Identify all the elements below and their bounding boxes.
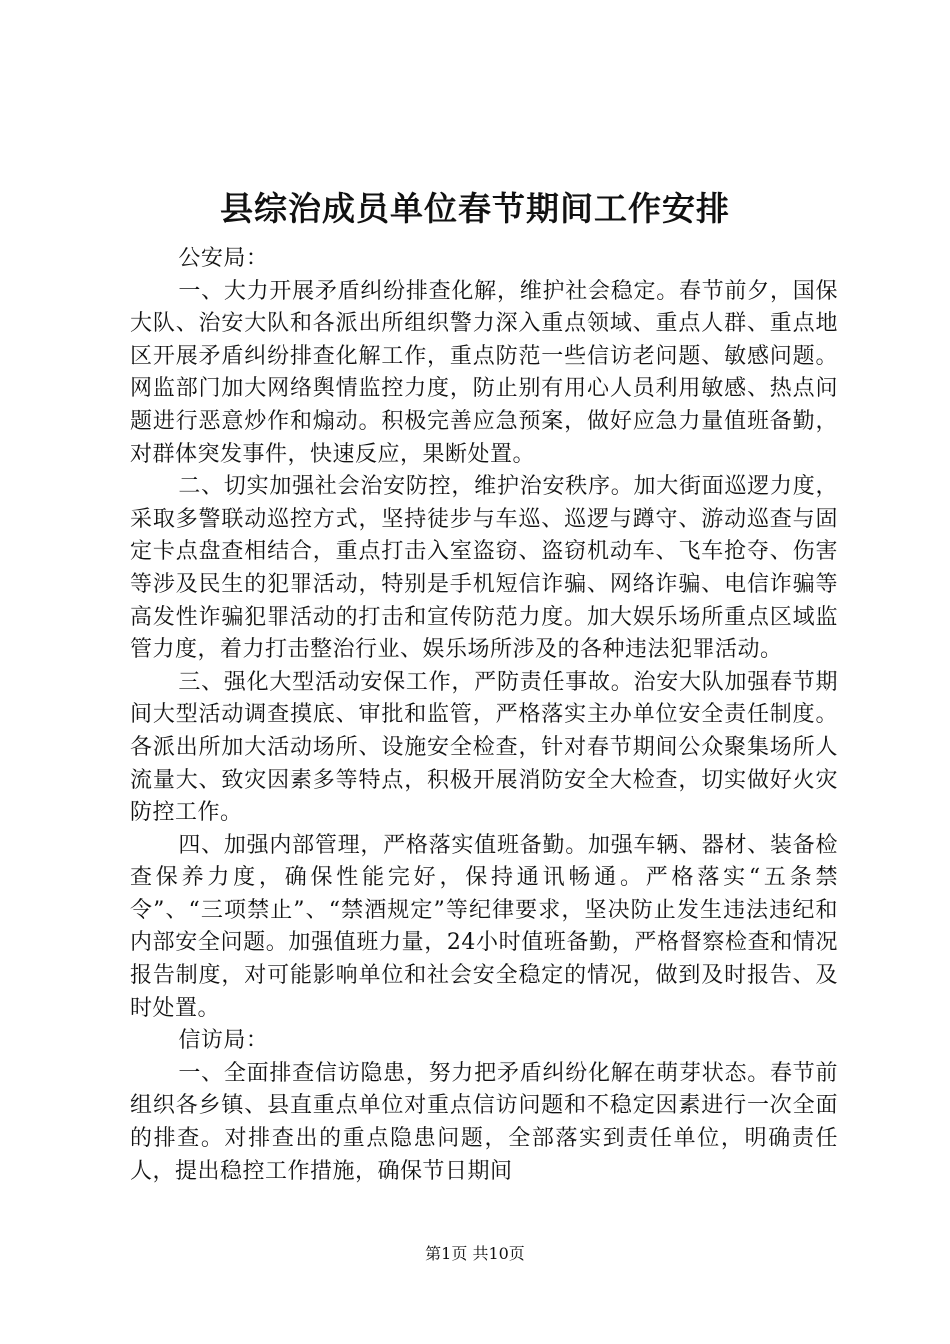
document-body [130, 243, 838, 1188]
section-heading-petition-bureau: 信访局： [178, 1028, 269, 1054]
paragraph: 一、全面排查信访隐患，努力把矛盾纠纷化解在萌芽状态。春节前组织各乡镇、县直重点单位对重点信访问题和不稳定因素进行一次全面的排查。对排查出的重点隐患问题，全部落实到责任单位，明确责任人，提出稳控工作措施，确保节日期间 [130, 1060, 838, 1184]
paragraph: 二、切实加强社会治安防控，维护治安秩序。加大街面巡逻力度，采取多警联动巡控方式，坚持徒步与车巡、巡逻与蹲守、游动巡查与固定卡点盘查相结合，重点打击入室盗窃、盗窃机动车、飞车抢夺、伤害等涉及民生的犯罪活动，特别是手机短信诈骗、网络诈骗、电信诈骗等高发性诈骗犯罪活动的打击和宣传防范力度。加大娱乐场所重点区域监管力度，着力打击整治行业、娱乐场所涉及的各种违法犯罪活动。 [130, 474, 838, 663]
paragraph: 三、强化大型活动安保工作，严防责任事故。治安大队加强春节期间大型活动调查摸底、审批和监管，严格落实主办单位安全责任制度。各派出所加大活动场所、设施安全检查，针对春节期间公众聚集场所人流量大、致灾因素多等特点，积极开展消防安全大检查，切实做好火灾防控工作。 [130, 669, 838, 826]
document-title: 县综治成员单位春节期间工作安排 [220, 189, 730, 228]
paragraph: 四、加强内部管理，严格落实值班备勤。加强车辆、器材、装备检查保养力度，确保性能完好，保持通讯畅通。严格落实“五条禁令”、“三项禁止”、“禁酒规定”等纪律要求，坚决防止发生违法违纪和内部安全问题。加强值班力量，24小时值班备勤，严格督察检查和情况报告制度，对可能影响单位和社会安全稳定的情况，做到及时报告、及时处置。 [130, 832, 838, 1021]
page-footer: 第1页 共10页 [425, 1244, 525, 1263]
paragraph: 一、大力开展矛盾纠纷排查化解，维护社会稳定。春节前夕，国保大队、治安大队和各派出所组织警力深入重点领域、重点人群、重点地区开展矛盾纠纷排查化解工作，重点防范一些信访老问题、敏感问题。网监部门加大网络舆情监控力度，防止别有用心人员利用敏感、热点问题进行恶意炒作和煽动。积极完善应急预案，做好应急力量值班备勤，对群体突发事件，快速反应，果断处置。 [130, 278, 838, 467]
section-heading-public-security: 公安局： [178, 246, 269, 271]
